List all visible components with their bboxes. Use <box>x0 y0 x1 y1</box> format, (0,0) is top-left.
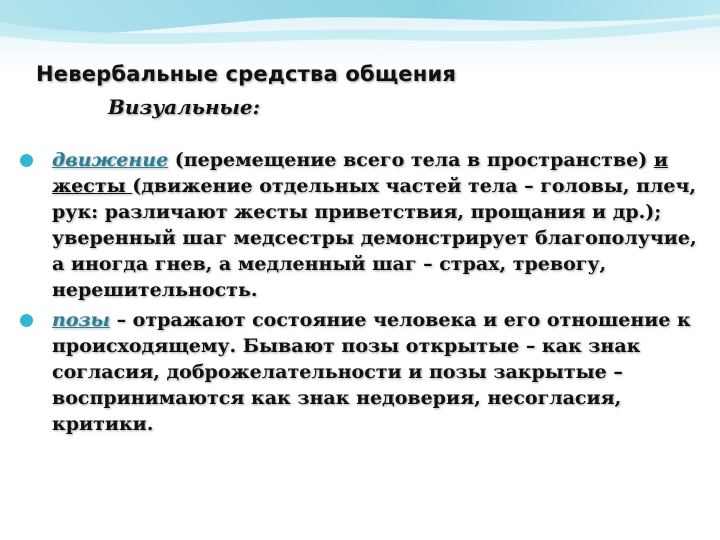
decorative-header-wave <box>0 0 720 70</box>
bullet-icon <box>20 154 33 167</box>
movement-description: (движение отдельных частей тела – головы, плеч, рук: различают жесты приветствия, прощания и др.); уверенный шаг медсестры демонстрирует благополучие, а иногда гнев, а медленный шаг – страх, тревогу, нерешительность. <box>52 175 697 301</box>
movement-text: (перемещение всего тела в пространстве) <box>168 149 654 171</box>
list-item-postures <box>20 307 710 437</box>
bullet-icon <box>20 314 33 327</box>
slide-title: Невербальные средства общения <box>36 62 457 86</box>
postures-description: – отражают состояние человека и его отношение к происходящему. Бывают позы открытые – как знак согласия, доброжелательности и позы закрытые – воспринимаются как знак недоверия, несогласия, критики. <box>52 309 691 435</box>
list-item-movement <box>20 147 710 303</box>
term-movement: движение <box>52 149 169 171</box>
slide-subtitle: Визуальные: <box>108 95 261 119</box>
content-list <box>20 147 710 441</box>
gestures-term: и жесты <box>52 149 668 197</box>
term-postures: позы <box>52 309 110 331</box>
